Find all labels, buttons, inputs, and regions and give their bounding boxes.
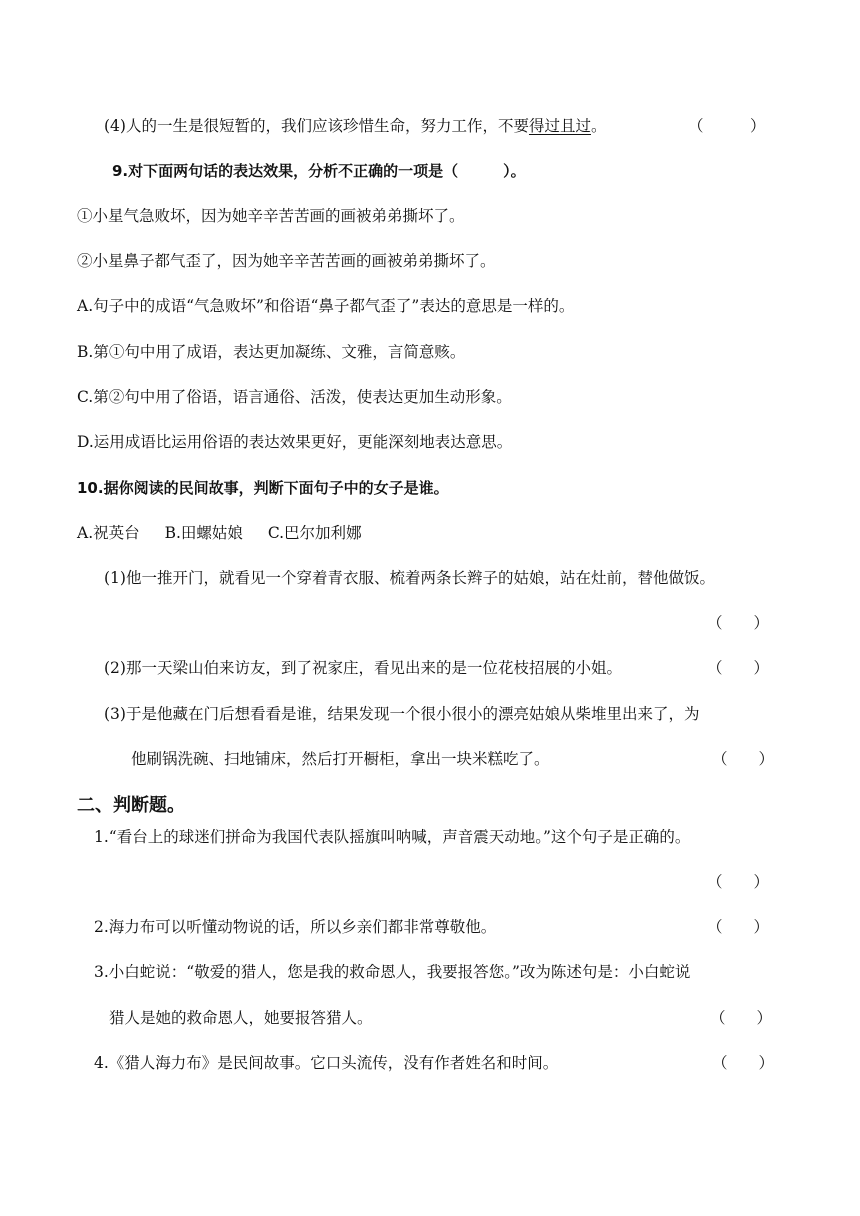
q10-choice-b: B.田螺姑娘 <box>164 524 243 542</box>
q10-title: 10.据你阅读的民间故事，判断下面句子中的女子是谁。 <box>77 479 449 497</box>
judge-item-3-line2: 猎人是她的救命恩人，她要报答猎人。 <box>109 1009 373 1027</box>
judge-item-4-answer-blank[interactable]: （ ） <box>712 1054 775 1072</box>
q10-choices <box>77 522 362 544</box>
judge-item-1-answer-blank[interactable]: （ ） <box>707 873 770 891</box>
q9-option-a[interactable]: A.句子中的成语“气急败坏”和俗语“鼻子都气歪了”表达的意思是一样的。 <box>77 297 575 315</box>
q9-option-c[interactable]: C.第②句中用了俗语，语言通俗、活泼，使表达更加生动形象。 <box>77 388 512 406</box>
judge-item-3-answer-blank[interactable]: （ ） <box>710 1009 773 1027</box>
q10-choice-a: A.祝英台 <box>77 524 140 542</box>
judge-item-3-line1: 3.小白蛇说：“敬爱的猎人，您是我的救命恩人，我要报答您。”改为陈述句是：小白蛇说 <box>94 963 691 981</box>
q10-item3-answer-blank[interactable]: （ ） <box>712 750 775 768</box>
q10-item1: (1)他一推开门，就看见一个穿着青衣服、梳着两条长辫子的姑娘，站在灶前，替他做饭。 <box>104 569 715 587</box>
q9-sentence-1: ①小星气急败坏，因为她辛辛苦苦画的画被弟弟撕坏了。 <box>77 207 465 225</box>
q10-item3-line2: 他刷锅洗碗、扫地铺床，然后打开橱柜，拿出一块米糕吃了。 <box>131 750 550 768</box>
q8-item4-after: 。 <box>590 117 607 135</box>
q10-choice-c: C.巴尔加利娜 <box>267 524 362 542</box>
q9-option-b[interactable]: B.第①句中用了成语，表达更加凝练、文雅，言简意赅。 <box>77 343 466 361</box>
section2-heading: 二、判断题。 <box>77 795 185 816</box>
q9-sentence-2: ②小星鼻子都气歪了，因为她辛辛苦苦画的画被弟弟撕坏了。 <box>77 252 496 270</box>
judge-item-4: 4.《猎人海力布》是民间故事。它口头流传，没有作者姓名和时间。 <box>94 1054 559 1072</box>
q10-item2: (2)那一天梁山伯来访友，到了祝家庄，看见出来的是一位花枝招展的小姐。 <box>104 659 622 677</box>
q10-item3-line1: (3)于是他藏在门后想看看是谁，结果发现一个很小很小的漂亮姑娘从柴堆里出来了，为 <box>104 705 700 723</box>
judge-item-1: 1.“看台上的球迷们拼命为我国代表队摇旗叫呐喊，声音震天动地。”这个句子是正确的。 <box>94 828 691 846</box>
q8-item4 <box>104 115 607 137</box>
q8-item4-underlined: 得过且过 <box>528 117 591 135</box>
judge-item-2: 2.海力布可以听懂动物说的话，所以乡亲们都非常尊敬他。 <box>94 918 497 936</box>
q8-item4-text: (4)人的一生是很短暂的，我们应该珍惜生命，努力工作，不要 <box>104 117 529 135</box>
q9-option-d[interactable]: D.运用成语比运用俗语的表达效果更好，更能深刻地表达意思。 <box>77 433 513 451</box>
q8-item4-answer-blank[interactable]: （ ） <box>688 117 766 135</box>
q10-item1-answer-blank[interactable]: （ ） <box>707 614 770 632</box>
judge-item-2-answer-blank[interactable]: （ ） <box>707 918 770 936</box>
q9-title: 9.对下面两句话的表达效果，分析不正确的一项是（ ）。 <box>112 162 526 180</box>
q10-item2-answer-blank[interactable]: （ ） <box>707 659 770 677</box>
